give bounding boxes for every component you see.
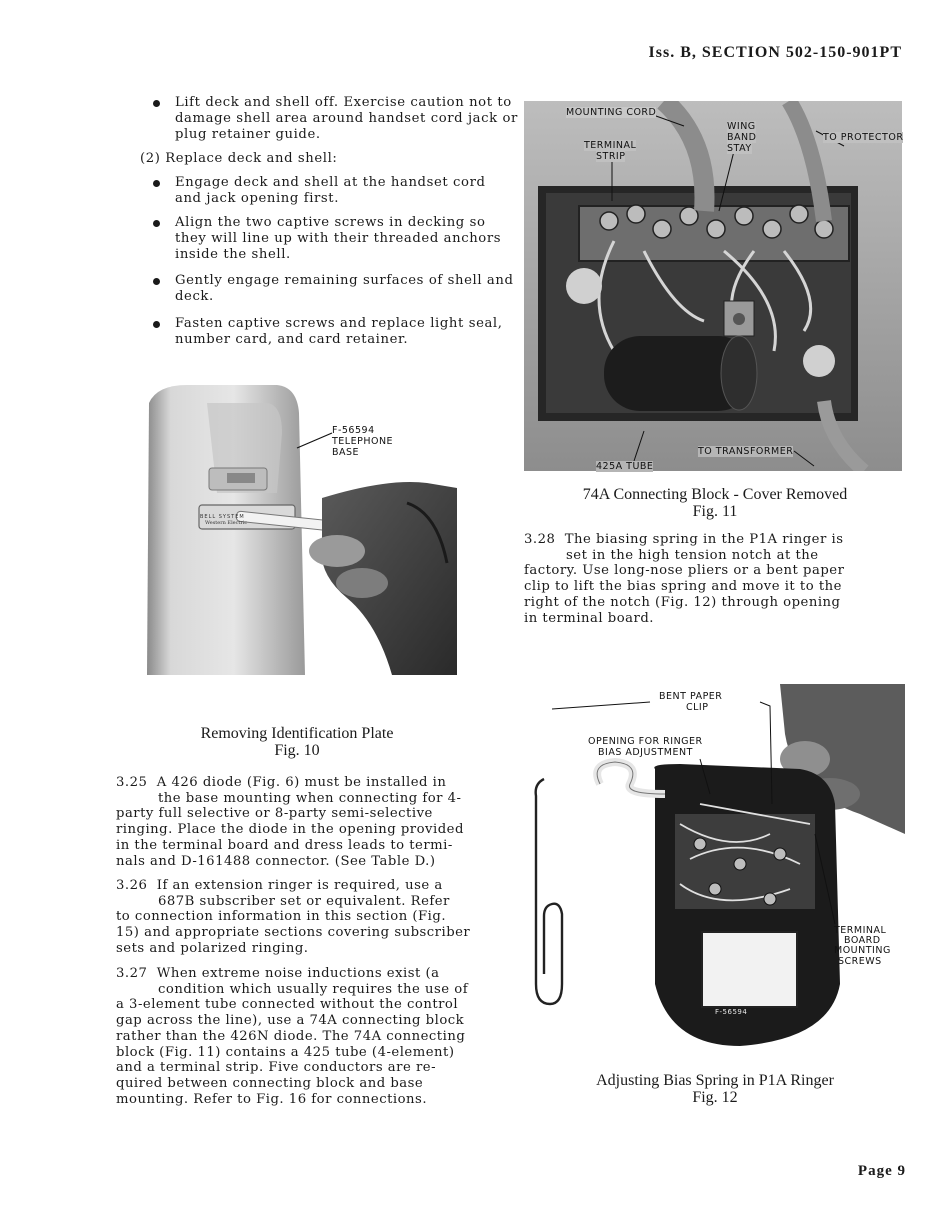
paragraph-3-27: 3.27 When extreme noise inductions exist (a condition which usually requires the use of a 3-element tube connected without the control gap across the line), use a 74A connecting block rather than the 426N diode. The 74A connecting block (Fig. 11) contains a 425 tube (4-element) and a terminal strip. Five conductors are re- quired between connecting block and base mounting. Refer to Fig. 16 for connections. [116, 966, 469, 1107]
fig10-callout-label: TELEPHONE [332, 436, 394, 447]
figure-11-photo [524, 101, 902, 471]
ringer-bias-illustration [530, 684, 905, 1054]
figure-10-caption-number: Fig. 10 [274, 742, 320, 759]
figure-12-caption-number: Fig. 12 [692, 1089, 738, 1106]
figure-12-caption-title: Adjusting Bias Spring in P1A Ringer [596, 1072, 834, 1089]
connecting-block-illustration [524, 101, 902, 471]
bullet-icon [153, 321, 160, 328]
label-terminal-board-screws: BOARD [844, 935, 881, 946]
figure-10-caption-title: Removing Identification Plate [200, 725, 394, 742]
bullet-icon [153, 220, 160, 227]
paragraph-3-26: 3.26 If an extension ringer is required, use a 687B subscriber set or equivalent. Refer to connection information in this section (Fig. 15) and appropriate sections covering subscriber sets and polarized ringing. [116, 878, 471, 956]
label-wing-band-stay: STAY [727, 143, 752, 154]
list-item: Engage deck and shell at the handset cord and jack opening first. [150, 175, 515, 207]
list-item: Lift deck and shell off. Exercise caution not to damage shell area around handset cord jack or plug retainer guide. [150, 95, 535, 143]
label-wing-band-stay: BAND [727, 132, 757, 143]
figure-10-photo [147, 383, 457, 675]
list-item: Align the two captive screws in decking so they will line up with their threaded anchors inside the shell. [150, 215, 515, 263]
fig10-callout-label: BASE [332, 447, 360, 458]
label-to-transformer: TO TRANSFORMER [698, 446, 794, 457]
label-bent-paper-clip: BENT PAPER [659, 691, 723, 702]
label-wing-band-stay: WING [727, 121, 756, 132]
paragraph-3-25: 3.25 A 426 diode (Fig. 6) must be installed in the base mounting when connecting for 4- party full selective or 8-party semi-selective ringing. Place the diode in the opening provided in the terminal board and dress leads to termi- nals and D-161488 connector. (See Table D.) [116, 775, 464, 869]
label-terminal-board-screws: SCREWS [838, 956, 882, 967]
bullet-icon [153, 180, 160, 187]
list-item: Fasten captive screws and replace light seal, number card, and card retainer. [150, 316, 515, 348]
page-header: Iss. B, SECTION 502-150-901PT [648, 44, 902, 61]
label-opening-ringer: OPENING FOR RINGER [588, 736, 703, 747]
label-terminal-board-screws: MOUNTING [834, 945, 891, 956]
label-terminal-strip: TERMINAL [584, 140, 637, 151]
label-tube: 425A TUBE [596, 461, 654, 472]
bullet-icon [153, 100, 160, 107]
label-mounting-cord: MOUNTING CORD [566, 107, 657, 118]
label-base-code: F-56594 [715, 1008, 748, 1016]
paragraph-3-28: 3.28 The biasing spring in the P1A ringer is set in the high tension notch at the factory. Use long-nose pliers or a bent paper clip to lift the bias spring and move it to the right of the notch (Fig. 12) through opening in terminal board. [524, 532, 845, 626]
label-to-protector: TO PROTECTOR [823, 132, 904, 143]
bullet-icon [153, 278, 160, 285]
label-terminal-strip: STRIP [596, 151, 626, 162]
telephone-base-illustration [147, 383, 457, 675]
plate-text: BELL SYSTEM [200, 514, 245, 520]
list-item: Gently engage remaining surfaces of shell and deck. [150, 273, 515, 305]
label-bent-paper-clip: CLIP [686, 702, 709, 713]
fig10-callout-code: F-56594 [332, 425, 375, 436]
step-heading: (2) Replace deck and shell: [140, 151, 338, 166]
figure-11-caption-number: Fig. 11 [692, 503, 738, 520]
figure-11-caption-title: 74A Connecting Block - Cover Removed [582, 486, 848, 503]
page-number: Page 9 [857, 1163, 906, 1179]
label-terminal-board-screws: TERMINAL [834, 925, 887, 936]
label-opening-ringer: BIAS ADJUSTMENT [598, 747, 693, 758]
figure-12-photo [530, 684, 905, 1054]
plate-text: Western Electric [205, 520, 248, 526]
